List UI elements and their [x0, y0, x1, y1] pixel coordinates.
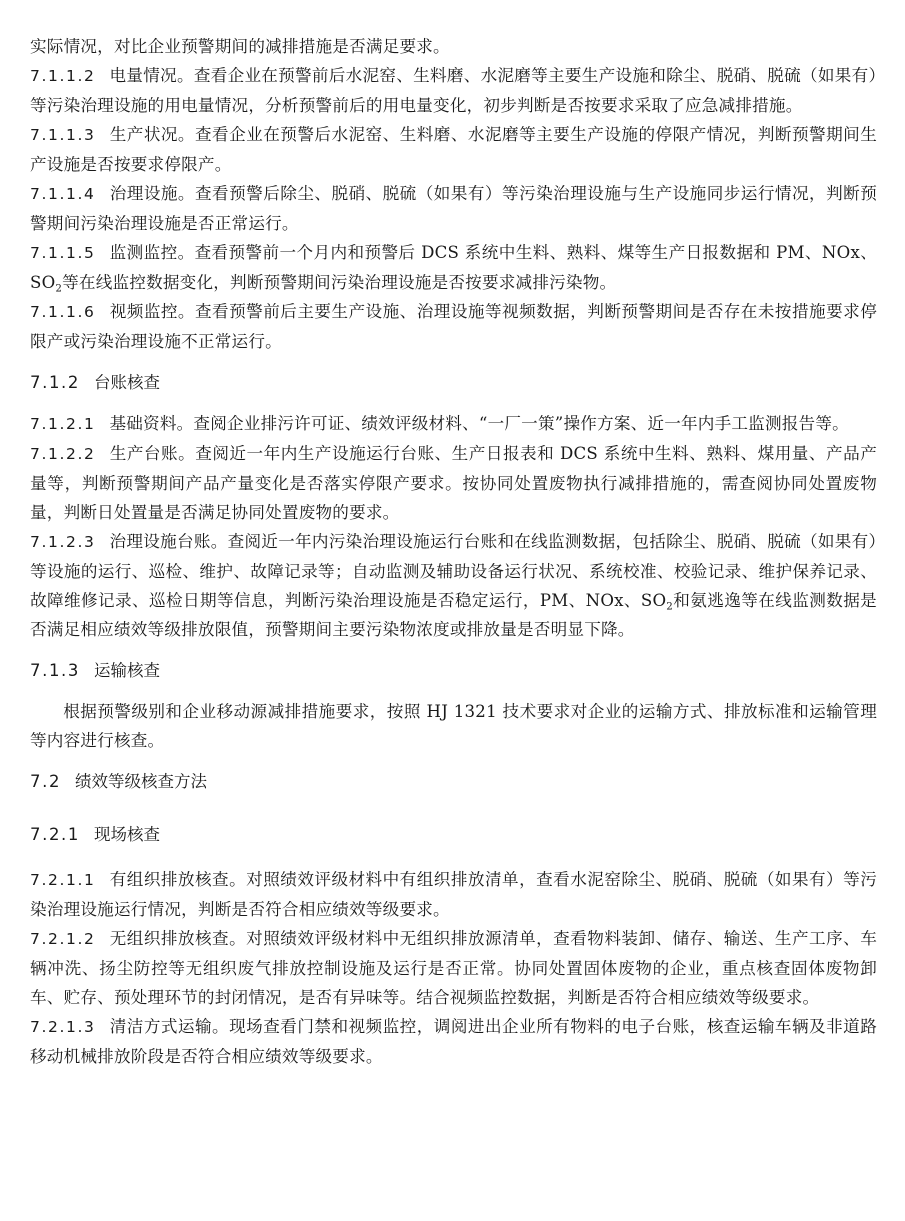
clause-number: 7.1.1.3 — [30, 126, 96, 144]
paragraph-text: 和氨逃逸等在线监测数据是否满足相应绩效等级排放限值，预警期间主要污染物浓度或排放量是否明显下降。 — [30, 591, 877, 639]
clause-number: 7.1.2.3 — [30, 533, 96, 551]
heading-7-1-3 — [30, 656, 877, 685]
heading-text: 绩效等级核查方法 — [75, 772, 208, 791]
clause-7-2-1-2 — [30, 924, 877, 1012]
clause-number: 7.1.1.4 — [30, 185, 96, 203]
clause-number: 7.1.2.1 — [30, 415, 96, 433]
subscript: 2 — [55, 282, 63, 295]
heading-7-1-2 — [30, 368, 877, 397]
spacer — [30, 849, 877, 865]
clause-7-2-1-1 — [30, 865, 877, 924]
heading-text: 台账核查 — [93, 373, 160, 392]
paragraph-text: 实际情况，对比企业预警期间的减排措施是否满足要求。 — [30, 37, 450, 56]
spacer — [30, 356, 877, 368]
clause-7-1-2-1 — [30, 409, 877, 439]
clause-7-1-2-2 — [30, 439, 877, 527]
clause-7-1-1-3 — [30, 120, 877, 179]
heading-number: 7.2 — [30, 772, 62, 791]
heading-text: 现场核查 — [93, 825, 160, 844]
clause-7-1-1-4 — [30, 179, 877, 238]
paragraph-text: 等在线监控数据变化，判断预警期间污染治理设施是否按要求减排污染物。 — [62, 273, 617, 292]
clause-7-1-2-3 — [30, 527, 877, 644]
clause-7-1-1-2 — [30, 61, 877, 120]
paragraph-text: 无组织排放核查。对照绩效评级材料中无组织排放源清单，查看物料装卸、储存、输送、生产工序、车辆冲洗、扬尘防控等无组织废气排放控制设施及运行是否正常。协同处置固体废物的企业，重点核查固体废物卸车、贮存、预处理环节的封闭情况，是否有异味等。结合视频监控数据，判断是否符合相应绩效等级要求。 — [30, 929, 877, 1007]
paragraph-continuation — [30, 32, 877, 61]
clause-7-1-1-6 — [30, 297, 877, 356]
heading-number: 7.2.1 — [30, 825, 80, 844]
paragraph-text: 治理设施台账。查阅近一年内污染治理设施运行台账和在线监测数据，包括除尘、脱硝、脱硫（如果有）等设施的运行、巡检、维护、故障记录等；自动监测及辅助设备运行状况、系统校准、校验记录、维护保养记录、故障维修记录、巡检日期等信息，判断污染治理设施是否稳定运行，PM、NOx、SO — [30, 532, 877, 610]
subscript: 2 — [666, 600, 674, 613]
spacer — [30, 796, 877, 820]
paragraph-text: 治理设施。查看预警后除尘、脱硝、脱硫（如果有）等污染治理设施与生产设施同步运行情况，判断预警期间污染治理设施是否正常运行。 — [30, 184, 877, 233]
spacer — [30, 755, 877, 767]
paragraph-text: 清洁方式运输。现场查看门禁和视频监控，调阅进出企业所有物料的电子台账，核查运输车辆及非道路移动机械排放阶段是否符合相应绩效等级要求。 — [30, 1017, 877, 1066]
paragraph-text: 监测监控。查看预警前一个月内和预警后 DCS 系统中生料、熟料、煤等生产日报数据和 PM、NOx、SO — [30, 243, 877, 292]
clause-7-1-1-5 — [30, 238, 877, 297]
spacer — [30, 644, 877, 656]
clause-number: 7.1.2.2 — [30, 445, 96, 463]
clause-number: 7.1.1.6 — [30, 303, 96, 321]
paragraph-transport — [30, 697, 877, 755]
heading-7-2-1 — [30, 820, 877, 849]
paragraph-text: 电量情况。查看企业在预警前后水泥窑、生料磨、水泥磨等主要生产设施和除尘、脱硝、脱硫（如果有）等污染治理设施的用电量情况，分析预警前后的用电量变化，初步判断是否按要求采取了应急减排措施。 — [30, 66, 877, 115]
paragraph-text: 基础资料。查阅企业排污许可证、绩效评级材料、“一厂一策”操作方案、近一年内手工监测报告等。 — [109, 414, 849, 433]
heading-7-2 — [30, 767, 877, 796]
paragraph-text: 视频监控。查看预警前后主要生产设施、治理设施等视频数据，判断预警期间是否存在未按措施要求停限产或污染治理设施不正常运行。 — [30, 302, 877, 351]
clause-number: 7.1.1.5 — [30, 244, 96, 262]
paragraph-text: 有组织排放核查。对照绩效评级材料中有组织排放清单，查看水泥窑除尘、脱硝、脱硫（如果有）等污染治理设施运行情况，判断是否符合相应绩效等级要求。 — [30, 870, 877, 919]
clause-number: 7.2.1.3 — [30, 1018, 96, 1036]
paragraph-text: 生产台账。查阅近一年内生产设施运行台账、生产日报表和 DCS 系统中生料、熟料、煤用量、产品产量等，判断预警期间产品产量变化是否落实停限产要求。按协同处置废物执行减排措施的，需查阅协同处置废物量，判断日处置量是否满足协同处置废物的要求。 — [30, 444, 877, 522]
clause-number: 7.2.1.1 — [30, 871, 96, 889]
spacer — [30, 685, 877, 697]
clause-7-2-1-3 — [30, 1012, 877, 1071]
heading-text: 运输核查 — [93, 661, 160, 680]
clause-number: 7.1.1.2 — [30, 67, 96, 85]
heading-number: 7.1.2 — [30, 373, 80, 392]
heading-number: 7.1.3 — [30, 661, 80, 680]
spacer — [30, 397, 877, 409]
paragraph-text: 生产状况。查看企业在预警后水泥窑、生料磨、水泥磨等主要生产设施的停限产情况，判断预警期间生产设施是否按要求停限产。 — [30, 125, 877, 174]
clause-number: 7.2.1.2 — [30, 930, 96, 948]
paragraph-text: 根据预警级别和企业移动源减排措施要求，按照 HJ 1321 技术要求对企业的运输方式、排放标准和运输管理等内容进行核查。 — [30, 702, 877, 750]
